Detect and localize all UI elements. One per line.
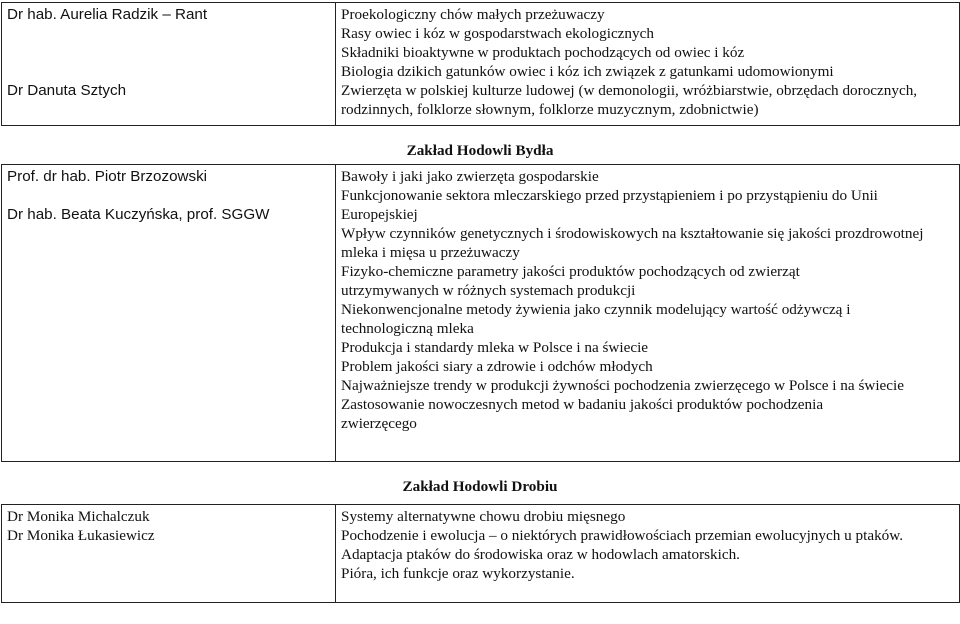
topics-cell [336, 165, 960, 462]
topic-item: Niekonwencjonalne metody żywienia jako czynnik modelujący wartość odżywczą i technologiczną mleka [341, 301, 851, 337]
section-heading-poultry [1, 462, 959, 504]
topic-item: Zwierzęta w polskiej kulturze ludowej (w demonologii, wróżbiarstwie, obrzędach dorocznych, rodzinnych, folklorze słownym, folklorze muzycznym, zdobnictwie) [341, 82, 918, 118]
staff-topics-table-sheep-goats [1, 2, 960, 126]
topic-item: Systemy alternatywne chowu drobiu mięsnego [341, 508, 626, 525]
table-row [2, 165, 960, 462]
topic-item: Fizyko-chemiczne parametry jakości produktów pochodzących od zwierząt utrzymywanych w różnych systemach produkcji [341, 263, 800, 299]
topics-cell [336, 3, 960, 126]
topic-item: Najważniejsze trendy w produkcji żywności pochodzenia zwierzęcego w Polsce i na świecie [341, 377, 904, 394]
topic-item: Produkcja i standardy mleka w Polsce i na świecie [341, 339, 649, 356]
topic-item: Proekologiczny chów małych przeżuwaczy [341, 6, 605, 23]
topic-item: Adaptacja ptaków do środowiska oraz w hodowlach amatorskich. [341, 546, 740, 563]
staff-name: Dr Monika Łukasiewicz [7, 527, 155, 544]
staff-name: Prof. dr hab. Piotr Brzozowski [7, 168, 208, 185]
section-heading: Zakład Hodowli Drobiu [402, 478, 558, 495]
topic-item: Problem jakości siary a zdrowie i odchów młodych [341, 358, 653, 375]
staff-name: Dr Monika Michalczuk [7, 508, 150, 525]
topic-item: Biologia dzikich gatunków owiec i kóz ich związek z gatunkami udomowionymi [341, 63, 834, 80]
topic-item: Pochodzenie i ewolucja – o niektórych prawidłowościach przemian ewolucyjnych u ptaków. [341, 527, 904, 544]
staff-cell [2, 505, 336, 603]
topic-item: Pióra, ich funkcje oraz wykorzystanie. [341, 565, 575, 582]
table-row [2, 3, 960, 126]
staff-name: Dr hab. Beata Kuczyńska, prof. SGGW [7, 206, 270, 223]
staff-topics-table-poultry [1, 504, 960, 603]
section-heading-cattle [1, 126, 959, 164]
staff-name: Dr Danuta Sztych [7, 82, 127, 99]
topic-item: Bawoły i jaki jako zwierzęta gospodarskie [341, 168, 599, 185]
topics-cell [336, 505, 960, 603]
staff-topics-table-cattle [1, 164, 960, 462]
topic-item: Składniki bioaktywne w produktach pochodzących od owiec i kóz [341, 44, 745, 61]
staff-cell [2, 165, 336, 462]
staff-cell [2, 3, 336, 126]
table-row [2, 505, 960, 603]
document-page [1, 0, 959, 603]
topic-item: Rasy owiec i kóz w gospodarstwach ekologicznych [341, 25, 654, 42]
staff-name: Dr hab. Aurelia Radzik – Rant [7, 6, 208, 23]
section-heading: Zakład Hodowli Bydła [406, 142, 554, 159]
topic-item: Funkcjonowanie sektora mleczarskiego przed przystąpieniem i po przystąpieniu do Unii Europejskiej [341, 187, 878, 223]
topic-item: Wpływ czynników genetycznych i środowiskowych na kształtowanie się jakości prozdrowotnej mleka i mięsa u przeżuwaczy [341, 225, 924, 261]
topic-item: Zastosowanie nowoczesnych metod w badaniu jakości produktów pochodzenia zwierzęcego [341, 396, 824, 432]
